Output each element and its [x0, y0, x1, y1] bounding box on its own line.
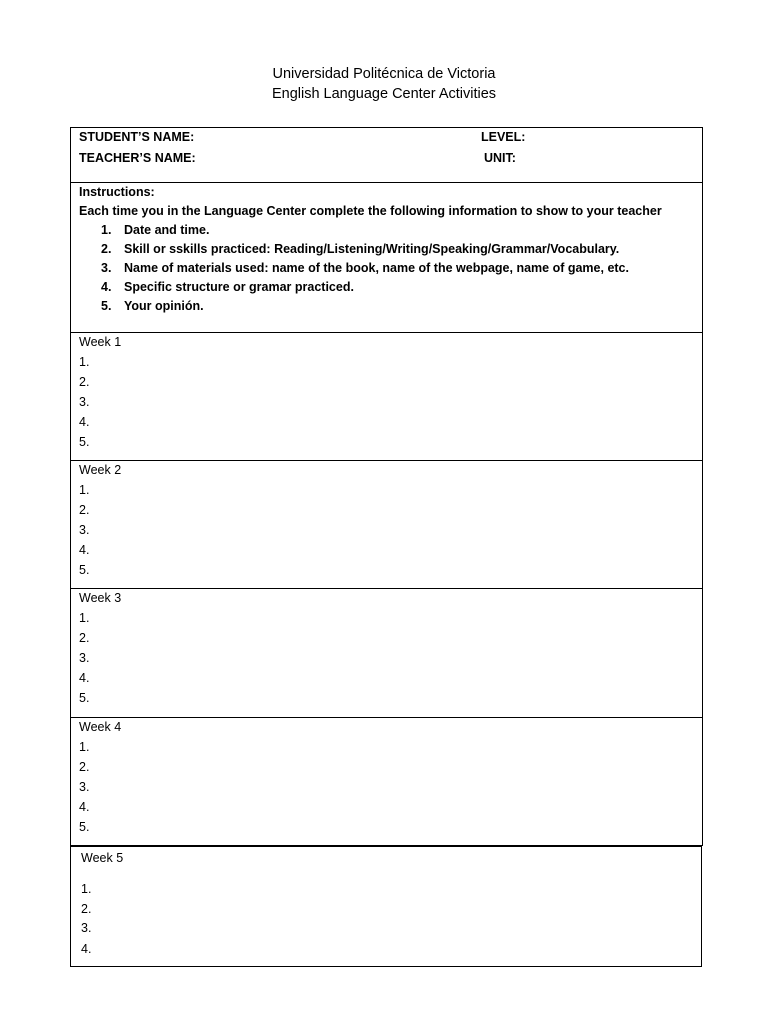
week-line: 3. — [79, 395, 90, 409]
unit-label: UNIT: — [484, 151, 516, 165]
university-name: Universidad Politécnica de Victoria — [272, 66, 496, 82]
instruction-text: Date and time. — [124, 223, 210, 237]
level-label: LEVEL: — [481, 130, 526, 144]
week-line: 2. — [79, 760, 90, 774]
instructions-title: Instructions: — [79, 185, 155, 199]
week-section — [70, 717, 703, 846]
week-line: 4. — [79, 415, 90, 429]
week-line: 4. — [79, 800, 90, 814]
week-line: 3. — [79, 780, 90, 794]
instruction-number: 1. — [101, 223, 112, 237]
week-title: Week 5 — [81, 851, 124, 865]
week-line: 3. — [79, 523, 90, 537]
week-line: 1. — [79, 740, 90, 754]
week-line: 3. — [79, 651, 90, 665]
instruction-text: Skill or sskills practiced: Reading/Listening/Writing/Speaking/Grammar/Vocabulary. — [124, 242, 620, 256]
week-title: Week 2 — [79, 463, 122, 477]
week-section — [70, 460, 703, 589]
instructions-box — [70, 182, 703, 333]
instructions-intro: Each time you in the Language Center complete the following information to show to your teacher — [79, 204, 662, 218]
week-line: 5. — [79, 435, 90, 449]
week-line: 4. — [81, 942, 92, 956]
instruction-text: Specific structure or gramar practiced. — [124, 280, 354, 294]
week-line: 4. — [79, 543, 90, 557]
week-line: 1. — [79, 355, 90, 369]
week-line: 2. — [81, 902, 92, 916]
document-subtitle: English Language Center Activities — [271, 86, 497, 102]
week-line: 1. — [79, 611, 90, 625]
week-line: 2. — [79, 631, 90, 645]
student-name-label: STUDENT’S NAME: — [79, 130, 195, 144]
week-line: 4. — [79, 671, 90, 685]
instruction-number: 3. — [101, 261, 112, 275]
week-line: 5. — [79, 563, 90, 577]
week-title: Week 1 — [79, 335, 122, 349]
week-title: Week 3 — [79, 591, 122, 605]
instruction-text: Your opinión. — [124, 299, 204, 313]
week-line: 1. — [79, 483, 90, 497]
instruction-number: 5. — [101, 299, 112, 313]
document-header — [0, 64, 768, 104]
instruction-number: 2. — [101, 242, 112, 256]
week-line: 5. — [79, 820, 90, 834]
week-line: 2. — [79, 375, 90, 389]
instruction-text: Name of materials used: name of the book, name of the webpage, name of game, etc. — [124, 261, 629, 275]
week-section — [70, 846, 702, 967]
week-line: 1. — [81, 882, 92, 896]
student-info-box — [70, 127, 703, 183]
week-line: 3. — [81, 921, 92, 935]
instruction-number: 4. — [101, 280, 112, 294]
week-title: Week 4 — [79, 720, 122, 734]
week-line: 5. — [79, 691, 90, 705]
teacher-name-label: TEACHER’S NAME: — [79, 151, 196, 165]
week-section — [70, 332, 703, 461]
week-line: 2. — [79, 503, 90, 517]
week-section — [70, 588, 703, 718]
